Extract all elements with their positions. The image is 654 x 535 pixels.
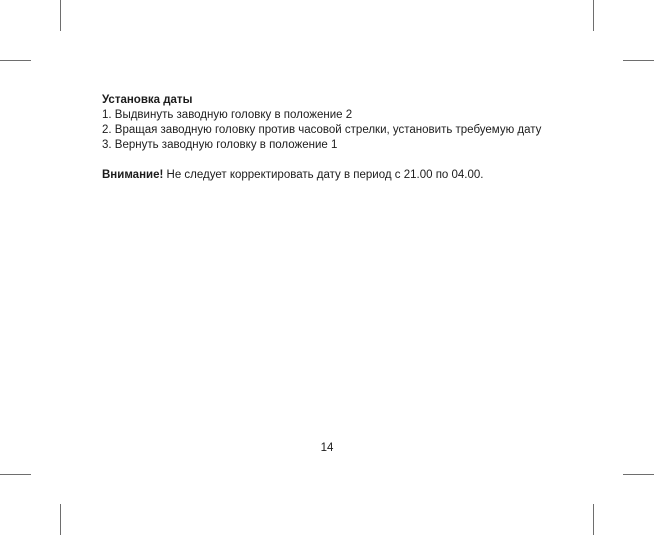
crop-mark-bottom-right-vertical — [593, 504, 594, 535]
step-item-3: 3. Вернуть заводную головку в положение 1 — [102, 139, 338, 151]
step-item-1: 1. Выдвинуть заводную головку в положение 2 — [102, 109, 353, 121]
crop-mark-bottom-left-vertical — [60, 504, 61, 535]
section-heading: Установка даты — [102, 94, 193, 106]
step-item-2: 2. Вращая заводную головку против часовой стрелки, установить требуемую дату — [102, 124, 542, 136]
crop-mark-bottom-right-horizontal — [623, 474, 654, 475]
page-number: 14 — [320, 442, 334, 454]
crop-mark-top-right-horizontal — [623, 60, 654, 61]
attention-note-text: Не следует корректировать дату в период с 21.00 по 04.00. — [163, 169, 484, 181]
attention-note-label: Внимание! — [102, 169, 164, 181]
crop-mark-top-left-vertical — [60, 0, 61, 31]
crop-mark-top-left-horizontal — [0, 60, 31, 61]
attention-note — [102, 168, 572, 183]
crop-mark-bottom-left-horizontal — [0, 474, 31, 475]
page-content — [102, 93, 572, 183]
crop-mark-top-right-vertical — [593, 0, 594, 31]
